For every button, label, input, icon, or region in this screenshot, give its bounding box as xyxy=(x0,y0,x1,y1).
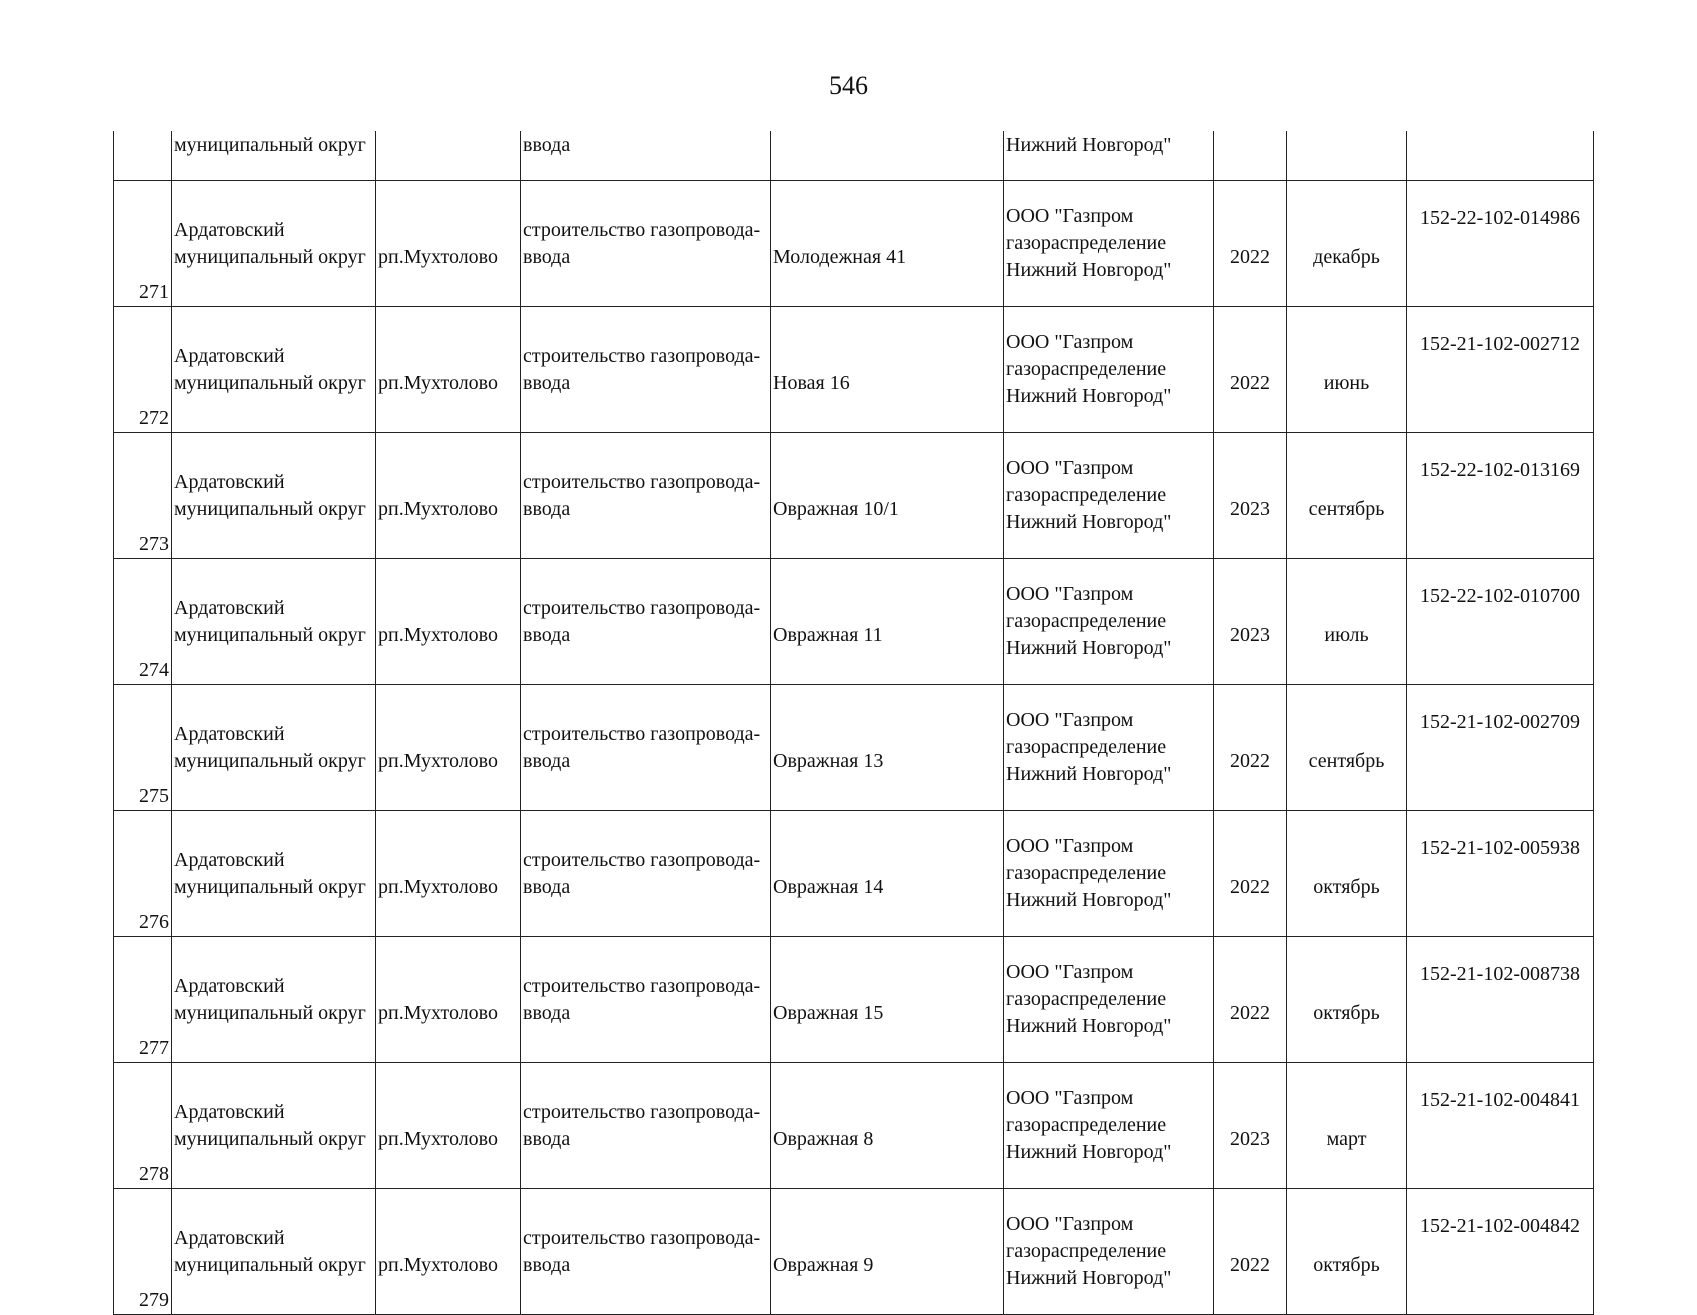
address: Овражная 8 xyxy=(773,1127,874,1150)
year: 2022 xyxy=(1230,371,1270,394)
work-line-1: строительство газопровода- xyxy=(523,848,761,871)
cell-district xyxy=(172,811,376,937)
cell-year xyxy=(1214,131,1287,181)
district-name: Ардатовский xyxy=(174,974,285,997)
organization-line-2: газораспределение xyxy=(1006,484,1167,506)
cell-code xyxy=(1407,181,1594,307)
continuation-row xyxy=(114,131,1594,181)
cell-address xyxy=(771,131,1004,181)
cell-address xyxy=(771,559,1004,685)
cell-month xyxy=(1287,131,1407,181)
cell-address xyxy=(771,181,1004,307)
month: июнь xyxy=(1323,371,1370,394)
table-row xyxy=(114,181,1594,307)
year: 2022 xyxy=(1230,749,1270,772)
cell-address xyxy=(771,433,1004,559)
cell-num xyxy=(114,433,172,559)
cell-code xyxy=(1407,559,1594,685)
cell-year xyxy=(1214,1189,1287,1315)
work-line-1: строительство газопровода- xyxy=(523,218,761,241)
permit-code: 152-22-102-014986 xyxy=(1420,207,1580,229)
organization-line-1: ООО "Газпром xyxy=(1006,835,1134,857)
organization-line-3: Нижний Новгород" xyxy=(1006,259,1172,281)
district-name: Ардатовский xyxy=(174,596,285,619)
work-line-2: ввода xyxy=(523,875,571,898)
table-row xyxy=(114,559,1594,685)
cell-code xyxy=(1407,433,1594,559)
cell-address xyxy=(771,1063,1004,1189)
district-type: муниципальный округ xyxy=(174,497,366,520)
cell-district xyxy=(172,685,376,811)
address: Овражная 14 xyxy=(773,875,884,898)
table-row xyxy=(114,685,1594,811)
cell-num xyxy=(114,811,172,937)
cell-district xyxy=(172,559,376,685)
cell-district xyxy=(172,307,376,433)
cell-work xyxy=(521,559,771,685)
organization-line-1: ООО "Газпром xyxy=(1006,1087,1134,1109)
cell-work xyxy=(521,811,771,937)
cell-organization: Нижний Новгород" xyxy=(1004,131,1214,181)
district-type: муниципальный округ xyxy=(174,623,366,646)
organization-line-2: газораспределение xyxy=(1006,736,1167,758)
cell-month xyxy=(1287,1189,1407,1315)
organization-line-1: ООО "Газпром xyxy=(1006,457,1134,479)
row-number: 278 xyxy=(139,1163,169,1185)
district-name: Ардатовский xyxy=(174,722,285,745)
cell-work xyxy=(521,181,771,307)
cell-num xyxy=(114,685,172,811)
organization-line-3: Нижний Новгород" xyxy=(1006,1015,1172,1037)
district-name: Ардатовский xyxy=(174,470,285,493)
organization-line-1: ООО "Газпром xyxy=(1006,709,1134,731)
year: 2023 xyxy=(1230,1127,1270,1150)
cell-work xyxy=(521,433,771,559)
cell-address xyxy=(771,811,1004,937)
address: Овражная 9 xyxy=(773,1253,874,1276)
organization-line-3: Нижний Новгород" xyxy=(1006,889,1172,911)
month: октябрь xyxy=(1313,1001,1380,1024)
district-type: муниципальный округ xyxy=(174,875,366,898)
row-number: 272 xyxy=(139,407,169,429)
settlement-name: рп.Мухтолово xyxy=(378,875,498,898)
cell-settlement xyxy=(376,1189,521,1315)
table-row xyxy=(114,433,1594,559)
cell-district xyxy=(172,1189,376,1315)
year: 2022 xyxy=(1230,245,1270,268)
organization-line-2: газораспределение xyxy=(1006,862,1167,884)
month: сентябрь xyxy=(1308,749,1385,772)
organization-line-3: Нижний Новгород" xyxy=(1006,637,1172,659)
work-line-1: строительство газопровода- xyxy=(523,1226,761,1249)
cell-code xyxy=(1407,131,1594,181)
cell-code xyxy=(1407,307,1594,433)
organization-line-2: газораспределение xyxy=(1006,988,1167,1010)
month: июль xyxy=(1324,623,1369,646)
month: март xyxy=(1326,1127,1367,1150)
cell-address xyxy=(771,307,1004,433)
year: 2022 xyxy=(1230,1001,1270,1024)
month: октябрь xyxy=(1313,1253,1380,1276)
work-line-2: ввода xyxy=(523,1001,571,1024)
permit-code: 152-21-102-004841 xyxy=(1420,1089,1580,1111)
cell-work xyxy=(521,307,771,433)
row-number: 275 xyxy=(139,785,169,807)
cell-organization xyxy=(1004,1063,1214,1189)
cell-settlement xyxy=(376,307,521,433)
cell-code xyxy=(1407,811,1594,937)
row-number: 273 xyxy=(139,533,169,555)
row-number: 274 xyxy=(139,659,169,681)
permit-code: 152-21-102-002712 xyxy=(1420,333,1580,355)
cell-work xyxy=(521,937,771,1063)
cell-settlement xyxy=(376,559,521,685)
table-row xyxy=(114,811,1594,937)
month: декабрь xyxy=(1313,245,1380,268)
cell-year xyxy=(1214,811,1287,937)
cell-num xyxy=(114,559,172,685)
settlement-name: рп.Мухтолово xyxy=(378,1253,498,1276)
district-name: Ардатовский xyxy=(174,344,285,367)
organization-line-1: ООО "Газпром xyxy=(1006,1213,1134,1235)
gasification-registry-table xyxy=(113,131,1594,1315)
settlement-name: рп.Мухтолово xyxy=(378,245,498,268)
permit-code: 152-21-102-004842 xyxy=(1420,1215,1580,1237)
cell-district xyxy=(172,937,376,1063)
page-number: 546 xyxy=(829,71,868,100)
organization-line-3: Нижний Новгород" xyxy=(1006,385,1172,407)
cell-code xyxy=(1407,1063,1594,1189)
cell-address xyxy=(771,1189,1004,1315)
cell-work: ввода xyxy=(521,131,771,181)
year: 2023 xyxy=(1230,623,1270,646)
cell-work xyxy=(521,685,771,811)
cell-code xyxy=(1407,685,1594,811)
cell-year xyxy=(1214,307,1287,433)
cell-organization xyxy=(1004,433,1214,559)
cell-settlement xyxy=(376,433,521,559)
cell-settlement xyxy=(376,181,521,307)
cell-month xyxy=(1287,1063,1407,1189)
cell-month xyxy=(1287,433,1407,559)
organization-line-1: ООО "Газпром xyxy=(1006,331,1134,353)
year: 2023 xyxy=(1230,497,1270,520)
cell-organization xyxy=(1004,181,1214,307)
permit-code: 152-21-102-008738 xyxy=(1420,963,1580,985)
work-line-1: строительство газопровода- xyxy=(523,470,761,493)
work-line-2: ввода xyxy=(523,245,571,268)
cell-organization xyxy=(1004,685,1214,811)
permit-code: 152-22-102-010700 xyxy=(1420,585,1580,607)
year: 2022 xyxy=(1230,1253,1270,1276)
work-line-2: ввода xyxy=(523,497,571,520)
work-line-2: ввода xyxy=(523,1253,571,1276)
cell-month xyxy=(1287,181,1407,307)
table-row xyxy=(114,937,1594,1063)
district-name: Ардатовский xyxy=(174,218,285,241)
row-number: 279 xyxy=(139,1289,169,1311)
cell-organization xyxy=(1004,559,1214,685)
cell-address xyxy=(771,685,1004,811)
cell-address xyxy=(771,937,1004,1063)
cell-work xyxy=(521,1063,771,1189)
permit-code: 152-21-102-002709 xyxy=(1420,711,1580,733)
table-body xyxy=(114,131,1594,1315)
cell-month xyxy=(1287,685,1407,811)
work-line-1: строительство газопровода- xyxy=(523,722,761,745)
cell-settlement xyxy=(376,937,521,1063)
cell-settlement xyxy=(376,1063,521,1189)
district-type: муниципальный округ xyxy=(174,1001,366,1024)
cell-district: муниципальный округ xyxy=(172,131,376,181)
cell-year xyxy=(1214,1063,1287,1189)
cell-year xyxy=(1214,559,1287,685)
permit-code: 152-22-102-013169 xyxy=(1420,459,1580,481)
organization-line-3: Нижний Новгород" xyxy=(1006,511,1172,533)
cell-settlement xyxy=(376,131,521,181)
cell-organization xyxy=(1004,937,1214,1063)
address: Овражная 15 xyxy=(773,1001,884,1024)
cell-month xyxy=(1287,937,1407,1063)
organization-line-2: газораспределение xyxy=(1006,1114,1167,1136)
row-number: 271 xyxy=(139,281,169,303)
work-line-1: строительство газопровода- xyxy=(523,596,761,619)
settlement-name: рп.Мухтолово xyxy=(378,1127,498,1150)
organization-line-2: газораспределение xyxy=(1006,610,1167,632)
row-number: 277 xyxy=(139,1037,169,1059)
table-row xyxy=(114,1189,1594,1315)
row-number: 276 xyxy=(139,911,169,933)
settlement-name: рп.Мухтолово xyxy=(378,371,498,394)
cell-year xyxy=(1214,937,1287,1063)
address: Овражная 11 xyxy=(773,623,883,646)
month: сентябрь xyxy=(1308,497,1385,520)
address: Новая 16 xyxy=(773,371,850,394)
address: Молодежная 41 xyxy=(773,245,907,268)
cell-num xyxy=(114,1063,172,1189)
cell-settlement xyxy=(376,811,521,937)
table-row xyxy=(114,307,1594,433)
work-line-2: ввода xyxy=(523,749,571,772)
work-line-1: строительство газопровода- xyxy=(523,974,761,997)
district-type: муниципальный округ xyxy=(174,749,366,772)
cell-month xyxy=(1287,307,1407,433)
work-line-2: ввода xyxy=(523,1127,571,1150)
settlement-name: рп.Мухтолово xyxy=(378,1001,498,1024)
cell-settlement xyxy=(376,685,521,811)
address: Овражная 10/1 xyxy=(773,497,899,520)
address: Овражная 13 xyxy=(773,749,884,772)
cell-year xyxy=(1214,433,1287,559)
organization-line-3: Нижний Новгород" xyxy=(1006,1141,1172,1163)
cell-code xyxy=(1407,937,1594,1063)
table-row xyxy=(114,1063,1594,1189)
cell-organization xyxy=(1004,811,1214,937)
cell-organization xyxy=(1004,307,1214,433)
cell-district xyxy=(172,1063,376,1189)
district-type: муниципальный округ xyxy=(174,1253,366,1276)
settlement-name: рп.Мухтолово xyxy=(378,749,498,772)
cell-num xyxy=(114,1189,172,1315)
cell-month xyxy=(1287,811,1407,937)
cell-num xyxy=(114,307,172,433)
district-type: муниципальный округ xyxy=(174,1127,366,1150)
organization-line-3: Нижний Новгород" xyxy=(1006,763,1172,785)
year: 2022 xyxy=(1230,875,1270,898)
cell-num xyxy=(114,937,172,1063)
cell-district xyxy=(172,433,376,559)
district-type: муниципальный округ xyxy=(174,371,366,394)
cell-work xyxy=(521,1189,771,1315)
cell-organization xyxy=(1004,1189,1214,1315)
work-line-1: строительство газопровода- xyxy=(523,1100,761,1123)
cell-district xyxy=(172,181,376,307)
cell-month xyxy=(1287,559,1407,685)
district-name: Ардатовский xyxy=(174,1226,285,1249)
work-line-2: ввода xyxy=(523,623,571,646)
cell-num xyxy=(114,181,172,307)
organization-line-2: газораспределение xyxy=(1006,1240,1167,1262)
organization-line-1: ООО "Газпром xyxy=(1006,961,1134,983)
settlement-name: рп.Мухтолово xyxy=(378,623,498,646)
cell-year xyxy=(1214,181,1287,307)
work-line-1: строительство газопровода- xyxy=(523,344,761,367)
settlement-name: рп.Мухтолово xyxy=(378,497,498,520)
work-line-2: ввода xyxy=(523,371,571,394)
cell-code xyxy=(1407,1189,1594,1315)
organization-line-3: Нижний Новгород" xyxy=(1006,1267,1172,1289)
cell-num xyxy=(114,131,172,181)
district-type: муниципальный округ xyxy=(174,245,366,268)
district-name: Ардатовский xyxy=(174,1100,285,1123)
cell-year xyxy=(1214,685,1287,811)
organization-line-1: ООО "Газпром xyxy=(1006,583,1134,605)
district-name: Ардатовский xyxy=(174,848,285,871)
organization-line-2: газораспределение xyxy=(1006,358,1167,380)
month: октябрь xyxy=(1313,875,1380,898)
organization-line-1: ООО "Газпром xyxy=(1006,205,1134,227)
organization-line-2: газораспределение xyxy=(1006,232,1167,254)
permit-code: 152-21-102-005938 xyxy=(1420,837,1580,859)
